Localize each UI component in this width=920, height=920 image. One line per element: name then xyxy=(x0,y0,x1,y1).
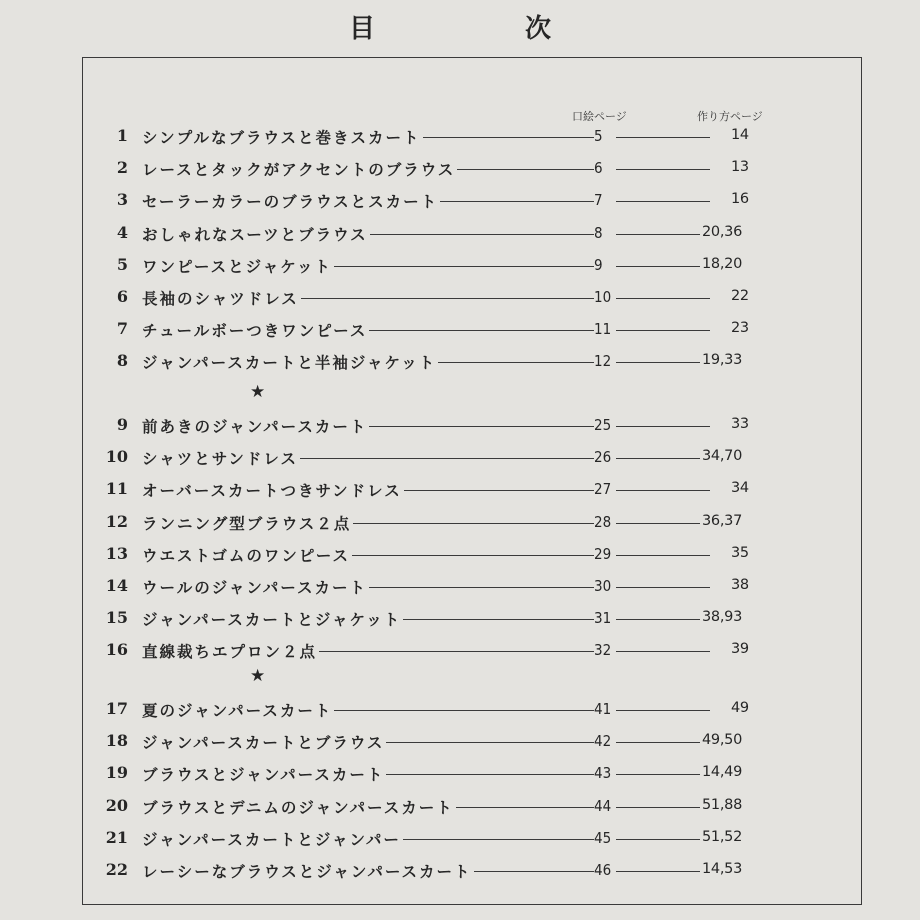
toc-row xyxy=(0,251,920,279)
entry-title: ジャンパースカートとジャケット xyxy=(142,610,402,630)
toc-row xyxy=(0,219,920,247)
entry-title: チュールボーつきワンピース xyxy=(142,321,368,341)
leader-line xyxy=(602,330,710,331)
entry-number: 17 xyxy=(105,699,128,718)
pictorial-page-number: 29 xyxy=(594,545,616,563)
toc-row xyxy=(0,411,920,439)
instructions-page-number: 34 xyxy=(729,480,811,496)
entry-number: 6 xyxy=(116,287,128,306)
leader-line xyxy=(602,362,710,363)
entry-number: 12 xyxy=(105,511,128,531)
instructions-page-number: 14 xyxy=(729,127,811,143)
instructions-page-number: 49,50 xyxy=(700,732,782,748)
instructions-page-number: 34,70 xyxy=(700,448,782,464)
leader-line xyxy=(602,234,710,235)
entry-number: 19 xyxy=(105,763,128,783)
pictorial-page-number: 8 xyxy=(594,224,616,242)
entry-title: 直線裁ちエプロン２点 xyxy=(142,642,318,662)
leader-line xyxy=(602,169,710,170)
pictorial-page-column-header: 口絵ページ xyxy=(572,110,627,123)
entry-title: おしゃれなスーツとブラウス xyxy=(142,224,368,244)
toc-row xyxy=(0,508,920,536)
toc-row xyxy=(0,347,920,375)
instructions-page-number: 38,93 xyxy=(700,609,782,625)
pictorial-page-number: 42 xyxy=(594,732,616,750)
leader-line xyxy=(602,201,710,202)
toc-row xyxy=(0,315,920,343)
entry-number: 1 xyxy=(116,126,128,145)
toc-row xyxy=(0,283,920,311)
pictorial-page-number: 27 xyxy=(594,480,616,498)
leader-line xyxy=(602,619,710,620)
entry-title: 夏のジャンパースカート xyxy=(142,701,333,720)
entry-number: 8 xyxy=(116,351,128,371)
instructions-page-number: 49 xyxy=(729,700,811,716)
toc-row xyxy=(0,727,920,755)
leader-line xyxy=(602,807,710,808)
instructions-page-number: 14,53 xyxy=(700,861,782,877)
instructions-page-number: 51,52 xyxy=(700,829,782,845)
pictorial-page-number: 31 xyxy=(594,609,616,627)
leader-line xyxy=(602,742,710,743)
entry-title: 前あきのジャンパースカート xyxy=(142,417,368,436)
instructions-page-number: 33 xyxy=(729,416,811,432)
instructions-page-number: 36,37 xyxy=(700,513,782,529)
leader-line xyxy=(602,587,710,588)
entry-title: ブラウスとデニムのジャンパースカート xyxy=(142,797,454,817)
entry-number: 7 xyxy=(116,319,128,339)
pictorial-page-number: 5 xyxy=(594,127,616,145)
toc-row xyxy=(0,604,920,632)
entry-number: 3 xyxy=(116,190,128,210)
leader-line xyxy=(602,710,710,711)
instructions-page-number: 13 xyxy=(729,159,811,175)
leader-line xyxy=(602,651,710,652)
entry-number: 9 xyxy=(116,415,128,434)
entry-number: 10 xyxy=(105,447,128,467)
leader-line xyxy=(602,774,710,775)
entry-number: 4 xyxy=(116,222,128,242)
pictorial-page-number: 25 xyxy=(594,416,616,434)
entry-title: ワンピースとジャケット xyxy=(142,256,333,276)
leader-line xyxy=(602,555,710,556)
toc-row xyxy=(0,572,920,600)
section-separator-star: ★ xyxy=(250,382,266,402)
instructions-page-number: 35 xyxy=(729,545,811,561)
entry-title: 長袖のシャツドレス xyxy=(142,289,299,308)
leader-line xyxy=(602,426,710,427)
pictorial-page-number: 26 xyxy=(594,448,616,466)
toc-row xyxy=(0,792,920,820)
entry-number: 22 xyxy=(105,860,128,879)
pictorial-page-number: 30 xyxy=(594,577,616,595)
pictorial-page-number: 9 xyxy=(594,256,616,274)
leader-line xyxy=(602,523,710,524)
pictorial-page-number: 45 xyxy=(594,829,616,847)
pictorial-page-number: 28 xyxy=(594,513,616,531)
entry-number: 13 xyxy=(105,543,128,563)
entry-number: 21 xyxy=(105,827,128,847)
entry-number: 18 xyxy=(105,731,128,751)
leader-line xyxy=(602,137,710,138)
pictorial-page-number: 7 xyxy=(594,191,616,209)
entry-title: レーシーなブラウスとジャンパースカート xyxy=(142,862,472,881)
entry-number: 16 xyxy=(105,640,128,660)
leader-line xyxy=(602,266,710,267)
entry-title: ジャンパースカートとジャンパー xyxy=(142,829,401,849)
instructions-page-column-header: 作り方ページ xyxy=(697,110,763,123)
pictorial-page-number: 12 xyxy=(594,352,616,370)
pictorial-page-number: 43 xyxy=(594,764,616,782)
toc-row xyxy=(0,856,920,884)
instructions-page-number: 18,20 xyxy=(700,256,782,272)
instructions-page-number: 38 xyxy=(729,577,811,593)
leader-line xyxy=(602,490,710,491)
instructions-page-number: 16 xyxy=(729,191,811,207)
instructions-page-number: 22 xyxy=(729,288,811,304)
entry-number: 11 xyxy=(105,479,128,499)
leader-line xyxy=(602,458,710,459)
toc-row xyxy=(0,475,920,503)
entry-title: ブラウスとジャンパースカート xyxy=(142,765,385,785)
leader-line xyxy=(602,871,710,872)
toc-row xyxy=(0,186,920,214)
leader-line xyxy=(602,298,710,299)
toc-row xyxy=(0,540,920,568)
entry-title: ウールのジャンパースカート xyxy=(142,578,368,597)
entry-number: 5 xyxy=(116,254,128,274)
pictorial-page-number: 10 xyxy=(594,288,616,306)
pictorial-page-number: 6 xyxy=(594,159,616,177)
entry-title: ジャンパースカートと半袖ジャケット xyxy=(142,353,437,373)
entry-number: 14 xyxy=(105,576,128,595)
instructions-page-number: 20,36 xyxy=(700,224,782,240)
entry-number: 20 xyxy=(105,795,128,815)
leader-line xyxy=(602,839,710,840)
pictorial-page-number: 32 xyxy=(594,641,616,659)
instructions-page-number: 14,49 xyxy=(700,764,782,780)
entry-title: ジャンパースカートとブラウス xyxy=(142,733,385,753)
instructions-page-number: 23 xyxy=(729,320,811,336)
pictorial-page-number: 41 xyxy=(594,700,616,718)
toc-row xyxy=(0,122,920,150)
entry-title: オーバースカートつきサンドレス xyxy=(142,481,402,501)
toc-row xyxy=(0,154,920,182)
instructions-page-number: 51,88 xyxy=(700,797,782,813)
instructions-page-number: 39 xyxy=(729,641,811,657)
pictorial-page-number: 11 xyxy=(594,320,616,338)
pictorial-page-number: 46 xyxy=(594,861,616,879)
toc-row xyxy=(0,759,920,787)
pictorial-page-number: 44 xyxy=(594,797,616,815)
page-title: 目 次 xyxy=(348,14,613,44)
toc-row xyxy=(0,695,920,723)
toc-row xyxy=(0,636,920,664)
toc-row xyxy=(0,443,920,471)
entry-number: 2 xyxy=(116,158,128,178)
entry-title: シャツとサンドレス xyxy=(142,449,298,469)
section-separator-star: ★ xyxy=(250,666,266,686)
entry-title: レースとタックがアクセントのブラウス xyxy=(142,160,456,180)
instructions-page-number: 19,33 xyxy=(700,352,782,368)
entry-title: セーラーカラーのブラウスとスカート xyxy=(142,192,439,212)
entry-number: 15 xyxy=(105,608,128,628)
toc-row xyxy=(0,824,920,852)
entry-title: シンプルなブラウスと巻きスカート xyxy=(142,128,421,147)
entry-title: ランニング型ブラウス２点 xyxy=(142,513,352,533)
entry-title: ウエストゴムのワンピース xyxy=(142,545,350,565)
